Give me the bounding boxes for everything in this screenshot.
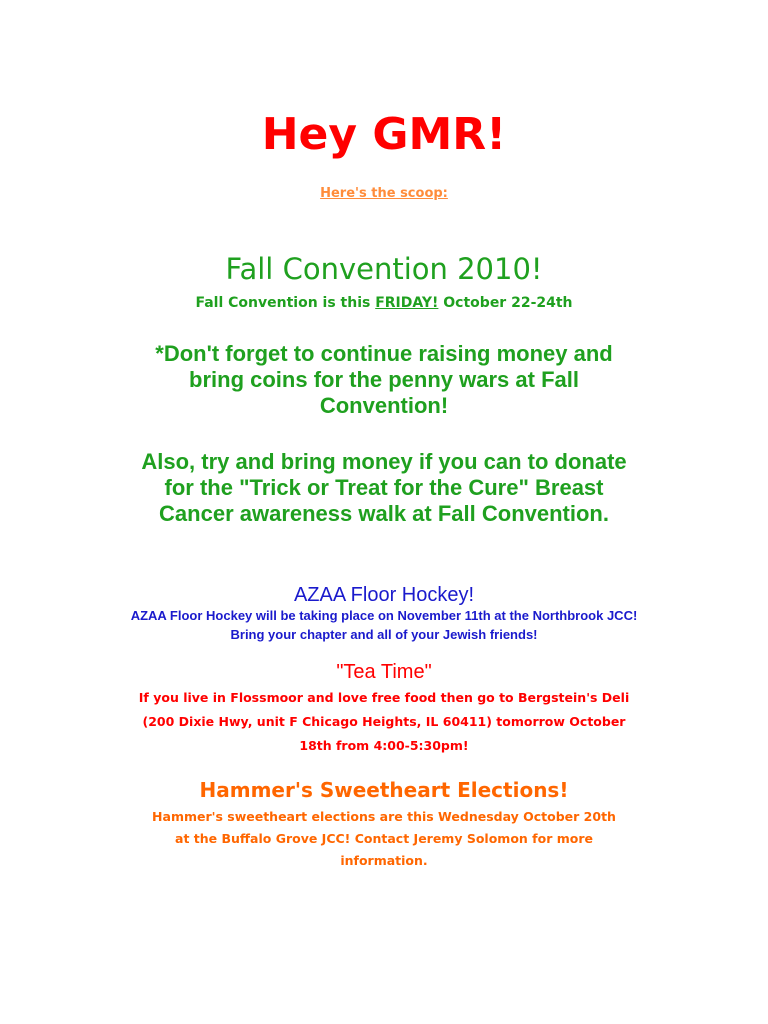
floor-hockey-text: AZAA Floor Hockey will be taking place on November 11th at the Northbrook JCC! Bring your chapter and all of your Jewish friends! [130,608,638,642]
scoop-subtitle: Here's the scoop: [320,186,448,201]
penny-wars-note: *Don't forget to continue raising money and bring coins for the penny wars at Fall Convention! [155,341,613,418]
fall-convention-line-prefix: Fall Convention is this [195,295,376,311]
fall-convention-line-suffix: October 22-24th [438,295,573,311]
tea-time-title: "Tea Time" [336,661,432,683]
trick-or-treat-note: Also, try and bring money if you can to donate for the "Trick or Treat for the Cure" Breast Cancer awareness walk at Fall Convention. [141,449,627,526]
sweetheart-elections-text: Hammer's sweetheart elections are this Wednesday October 20th at the Buffalo Grove JCC! Contact Jeremy Solomon for more information. [152,809,616,868]
fall-convention-date-line [0,293,768,313]
greeting-heading: Hey GMR! [261,109,507,160]
floor-hockey-title: AZAA Floor Hockey! [293,584,475,606]
fall-convention-friday: FRIDAY! [375,295,439,311]
sweetheart-elections-title: Hammer's Sweetheart Elections! [199,778,569,802]
tea-time-text: If you live in Flossmoor and love free food then go to Bergstein's Deli (200 Dixie Hwy, unit F Chicago Heights, IL 60411) tomorrow October 18th from 4:00-5:30pm! [138,690,630,753]
fall-convention-title: Fall Convention 2010! [225,252,543,286]
